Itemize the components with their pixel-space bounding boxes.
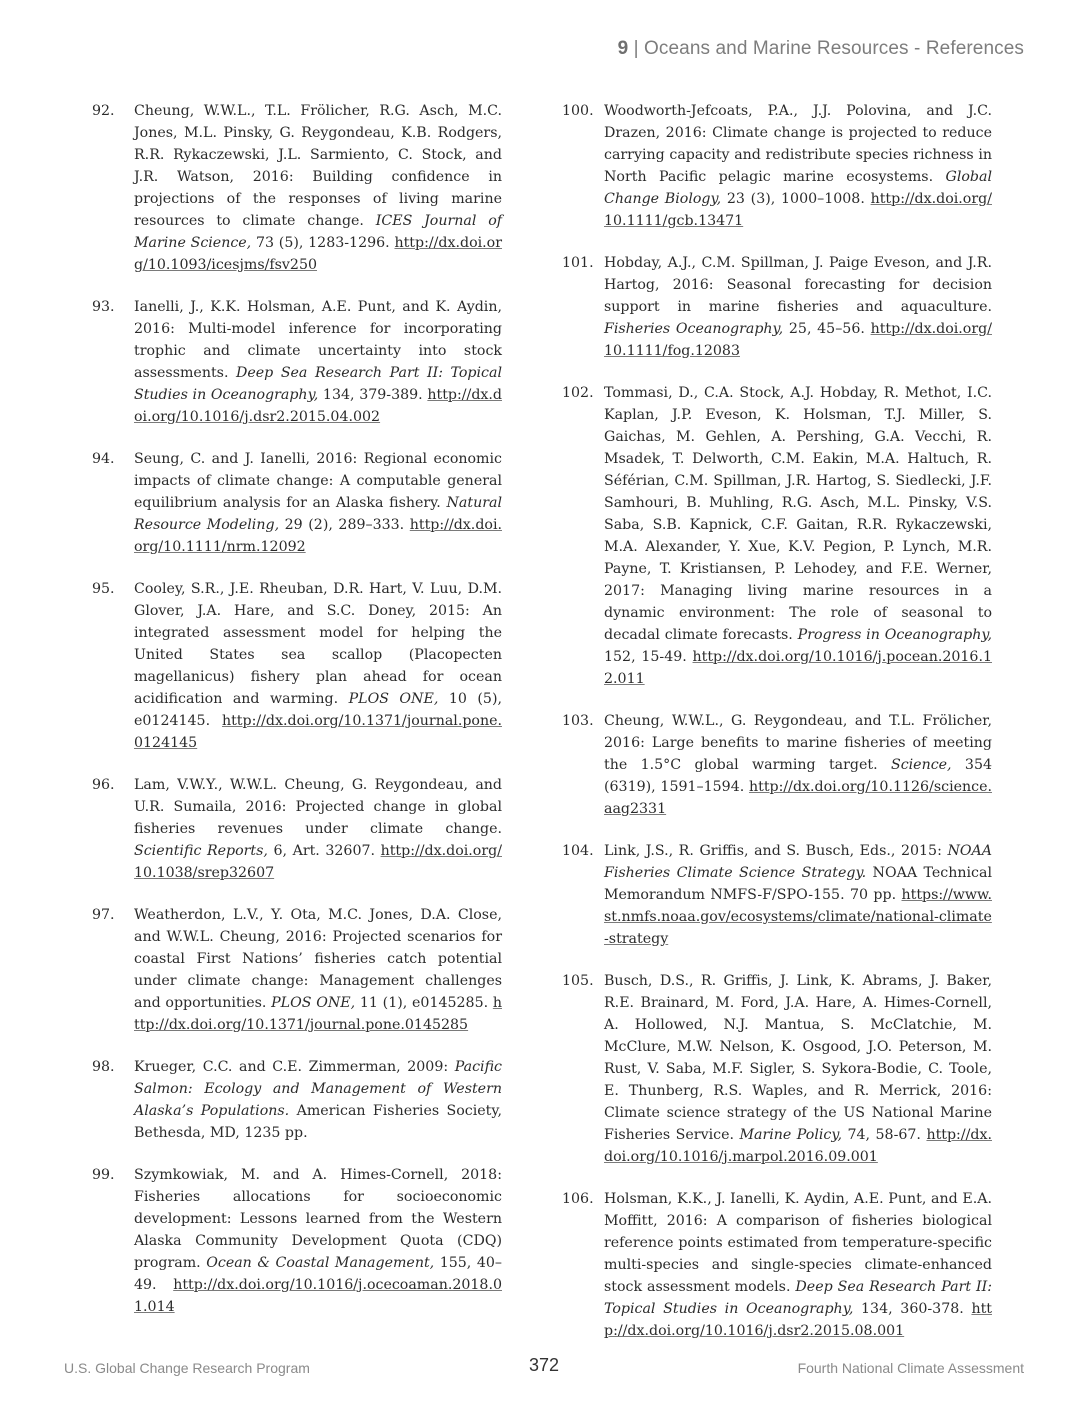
reference-link[interactable]: http://dx.doi.org/10.1016/j.marpol.2016.09.001 bbox=[604, 1127, 992, 1165]
reference-source: Deep Sea Research Part II: Topical Studies in Oceanography, bbox=[134, 365, 502, 403]
reference-item bbox=[92, 1056, 502, 1144]
reference-item bbox=[92, 296, 502, 428]
reference-text: Weatherdon, L.V., Y. Ota, M.C. Jones, D.A. Close, and W.W.L. Cheung, 2016: Projected scenarios for coastal First Nations’ fisheries catch potential under climate change: Management challenges and opportunities. bbox=[134, 907, 502, 1011]
footer-right: Fourth National Climate Assessment bbox=[797, 1360, 1024, 1376]
reference-link[interactable]: http://dx.doi.org/10.1093/icesjms/fsv250 bbox=[134, 235, 503, 273]
footer-left: U.S. Global Change Research Program bbox=[64, 1360, 310, 1376]
reference-number: 103. bbox=[562, 713, 594, 729]
reference-text: Szymkowiak, M. and A. Himes-Cornell, 2018: Fisheries allocations for socioeconomic development: Lessons learned from the Western Alaska Community Development Quota (CDQ) program. bbox=[134, 1167, 502, 1271]
reference-number: 100. bbox=[562, 103, 594, 119]
reference-number: 102. bbox=[562, 385, 594, 401]
reference-item bbox=[92, 448, 502, 558]
right-reference-column bbox=[562, 100, 992, 1362]
reference-number: 101. bbox=[562, 255, 594, 271]
reference-source: Ocean & Coastal Management, bbox=[206, 1255, 435, 1271]
reference-item bbox=[92, 100, 502, 276]
reference-item bbox=[562, 1188, 992, 1342]
reference-source: Pacific Salmon: Ecology and Management of Western Alaska’s Populations. bbox=[134, 1059, 502, 1119]
reference-link[interactable]: https://www.st.nmfs.noaa.gov/ecosystems/climate/national-climate-strategy bbox=[604, 887, 992, 947]
reference-text: Cheung, W.W.L., T.L. Frölicher, R.G. Asch, M.C. Jones, M.L. Pinsky, G. Reygondeau, K.B. Rodgers, R.R. Rykaczewski, J.L. Sarmiento, C. Stock, and J.R. Watson, 2016: Building confidence in projections of the responses of living marine resources to climate change. bbox=[134, 103, 502, 229]
reference-text: Holsman, K.K., J. Ianelli, K. Aydin, A.E. Punt, and E.A. Moffitt, 2016: A comparison of fisheries biological reference points estimated from temperature-specific multi-species and single-species climate-enhanced stock assessment models. bbox=[604, 1191, 992, 1295]
reference-source: NOAA Fisheries Climate Science Strategy. bbox=[604, 843, 992, 881]
reference-number: 105. bbox=[562, 973, 594, 989]
header-title: Oceans and Marine Resources - References bbox=[644, 38, 1024, 59]
reference-item bbox=[562, 252, 992, 362]
reference-source: Progress in Oceanography, bbox=[797, 627, 992, 643]
reference-source: PLOS ONE, bbox=[348, 691, 439, 707]
reference-item bbox=[92, 578, 502, 754]
reference-link[interactable]: http://dx.doi.org/10.1111/fog.12083 bbox=[604, 321, 992, 359]
reference-details: 10 (5), e0124145. bbox=[134, 691, 502, 729]
reference-item bbox=[562, 710, 992, 820]
reference-item bbox=[562, 970, 992, 1168]
reference-item bbox=[92, 1164, 502, 1318]
reference-text: Cheung, W.W.L., G. Reygondeau, and T.L. Frölicher, 2016: Large benefits to marine fisheries of meeting the 1.5°C global warming target. bbox=[604, 713, 992, 773]
reference-details: 155, 40–49. bbox=[134, 1255, 502, 1293]
reference-source: Science, bbox=[890, 757, 952, 773]
reference-item bbox=[562, 840, 992, 950]
reference-text: Link, J.S., R. Griffis, and S. Busch, Eds., 2015: bbox=[604, 843, 948, 859]
reference-link[interactable]: http://dx.doi.org/10.1371/journal.pone.0145285 bbox=[134, 995, 502, 1033]
reference-item bbox=[92, 774, 502, 884]
reference-text: Seung, C. and J. Ianelli, 2016: Regional economic impacts of climate change: A computable general equilibrium analysis for an Alaska fishery. bbox=[134, 451, 502, 511]
reference-source: Deep Sea Research Part II: Topical Studies in Oceanography, bbox=[604, 1279, 992, 1317]
reference-number: 98. bbox=[92, 1059, 115, 1075]
reference-details: American Fisheries Society, Bethesda, MD, 1235 pp. bbox=[134, 1103, 502, 1141]
reference-details: NOAA Technical Memorandum NMFS-F/SPO-155. 70 pp. bbox=[604, 865, 992, 903]
reference-text: Lam, V.W.Y., W.W.L. Cheung, G. Reygondeau, and U.R. Sumaila, 2016: Projected change in global fisheries revenues under climate change. bbox=[134, 777, 502, 837]
reference-number: 106. bbox=[562, 1191, 594, 1207]
reference-details: 74, 58-67. bbox=[841, 1127, 927, 1143]
reference-link[interactable]: http://dx.doi.org/10.1016/j.dsr2.2015.04.002 bbox=[134, 387, 502, 425]
reference-number: 99. bbox=[92, 1167, 115, 1183]
reference-source: ICES Journal of Marine Science, bbox=[134, 213, 502, 251]
reference-details: 23 (3), 1000–1008. bbox=[721, 191, 871, 207]
page-number: 372 bbox=[528, 1355, 560, 1375]
reference-text: Woodworth-Jefcoats, P.A., J.J. Polovina, and J.C. Drazen, 2016: Climate change is projected to reduce carrying capacity and redistribute species richness in North Pacific pelagic marine ecosystems. bbox=[604, 103, 992, 185]
reference-item bbox=[92, 904, 502, 1036]
reference-text: Busch, D.S., R. Griffis, J. Link, K. Abrams, J. Baker, R.E. Brainard, M. Ford, J.A. Hare, A. Himes-Cornell, A. Hollowed, N.J. Mantua, S. McClatchie, M. McClure, M.W. Nelson, K. Osgood, J.O. Peterson, M. Rust, V. Saba, M.F. Sigler, S. Sykora-Bodie, C. Toole, E. Thunberg, R.S. Waples, and R. Merrick, 2016: Climate science strategy of the US National Marine Fisheries Service. bbox=[604, 973, 992, 1143]
reference-details: 25, 45–56. bbox=[783, 321, 871, 337]
left-reference-column bbox=[92, 100, 502, 1338]
reference-source: PLOS ONE, bbox=[271, 995, 356, 1011]
reference-item bbox=[562, 100, 992, 232]
reference-source: Marine Policy, bbox=[739, 1127, 842, 1143]
reference-link[interactable]: http://dx.doi.org/10.1371/journal.pone.0124145 bbox=[134, 713, 502, 751]
reference-source: Scientific Reports, bbox=[134, 843, 268, 859]
reference-link[interactable]: http://dx.doi.org/10.1111/gcb.13471 bbox=[604, 191, 992, 229]
reference-source: Global Change Biology, bbox=[604, 169, 992, 207]
reference-link[interactable]: http://dx.doi.org/10.1126/science.aag2331 bbox=[604, 779, 992, 817]
reference-text: Hobday, A.J., C.M. Spillman, J. Paige Eveson, and J.R. Hartog, 2016: Seasonal forecasting for decision support in marine fisheries and aquaculture. bbox=[604, 255, 992, 315]
reference-link[interactable]: http://dx.doi.org/10.1111/nrm.12092 bbox=[134, 517, 502, 555]
page-header bbox=[618, 38, 1024, 60]
reference-link[interactable]: http://dx.doi.org/10.1016/j.pocean.2016.12.011 bbox=[604, 649, 992, 687]
reference-details: 73 (5), 1283-1296. bbox=[251, 235, 395, 251]
reference-source: Natural Resource Modeling, bbox=[134, 495, 502, 533]
reference-number: 97. bbox=[92, 907, 115, 923]
reference-source: Fisheries Oceanography, bbox=[604, 321, 784, 337]
reference-details: 354 (6319), 1591–1594. bbox=[604, 757, 992, 795]
reference-number: 104. bbox=[562, 843, 594, 859]
reference-link[interactable]: http://dx.doi.org/10.1016/j.ocecoaman.2018.01.014 bbox=[134, 1277, 502, 1315]
reference-details: 134, 360-378. bbox=[853, 1301, 972, 1317]
reference-number: 94. bbox=[92, 451, 115, 467]
chapter-number: 9 bbox=[617, 38, 629, 59]
reference-item bbox=[562, 382, 992, 690]
reference-details: 29 (2), 289–333. bbox=[279, 517, 410, 533]
reference-details: 134, 379-389. bbox=[318, 387, 428, 403]
header-separator: | bbox=[628, 38, 645, 59]
reference-number: 92. bbox=[92, 103, 115, 119]
reference-details: 11 (1), e0145285. bbox=[355, 995, 493, 1011]
reference-link[interactable]: http://dx.doi.org/10.1016/j.dsr2.2015.08.001 bbox=[604, 1301, 992, 1339]
reference-number: 95. bbox=[92, 581, 115, 597]
reference-number: 96. bbox=[92, 777, 115, 793]
reference-text: Krueger, C.C. and C.E. Zimmerman, 2009: bbox=[134, 1059, 455, 1075]
reference-text: Ianelli, J., K.K. Holsman, A.E. Punt, and K. Aydin, 2016: Multi-model inference for incorporating trophic and climate uncertainty into stock assessments. bbox=[134, 299, 502, 381]
reference-link[interactable]: http://dx.doi.org/10.1038/srep32607 bbox=[134, 843, 502, 881]
reference-details: 152, 15-49. bbox=[604, 649, 693, 665]
reference-text: Tommasi, D., C.A. Stock, A.J. Hobday, R. Methot, I.C. Kaplan, J.P. Eveson, K. Holsman, T.J. Miller, S. Gaichas, M. Gehlen, A. Pershing, G.A. Vecchi, R. Msadek, T. Delworth, C.M. Eakin, M.A. Haltuch, R. Séférian, C.M. Spillman, J.R. Hartog, S. Siedlecki, J.F. Samhouri, B. Muhling, R.G. Asch, M.L. Pinsky, V.S. Saba, S.B. Kapnick, C.F. Gaitan, R.R. Rykaczewski, M.A. Alexander, Y. Xue, K.V. Pegion, P. Lynch, M.R. Payne, T. Kristiansen, P. Lehodey, and F.E. Werner, 2017: Managing living marine resources in a dynamic environment: The role of seasonal to decadal climate forecasts. bbox=[604, 385, 992, 643]
reference-number: 93. bbox=[92, 299, 115, 315]
reference-text: Cooley, S.R., J.E. Rheuban, D.R. Hart, V. Luu, D.M. Glover, J.A. Hare, and S.C. Doney, 2015: An integrated assessment model for helping the United States sea scallop (Placopecten magellanicus) fishery plan ahead for ocean acidification and warming. bbox=[134, 581, 502, 707]
reference-details: 6, Art. 32607. bbox=[267, 843, 381, 859]
